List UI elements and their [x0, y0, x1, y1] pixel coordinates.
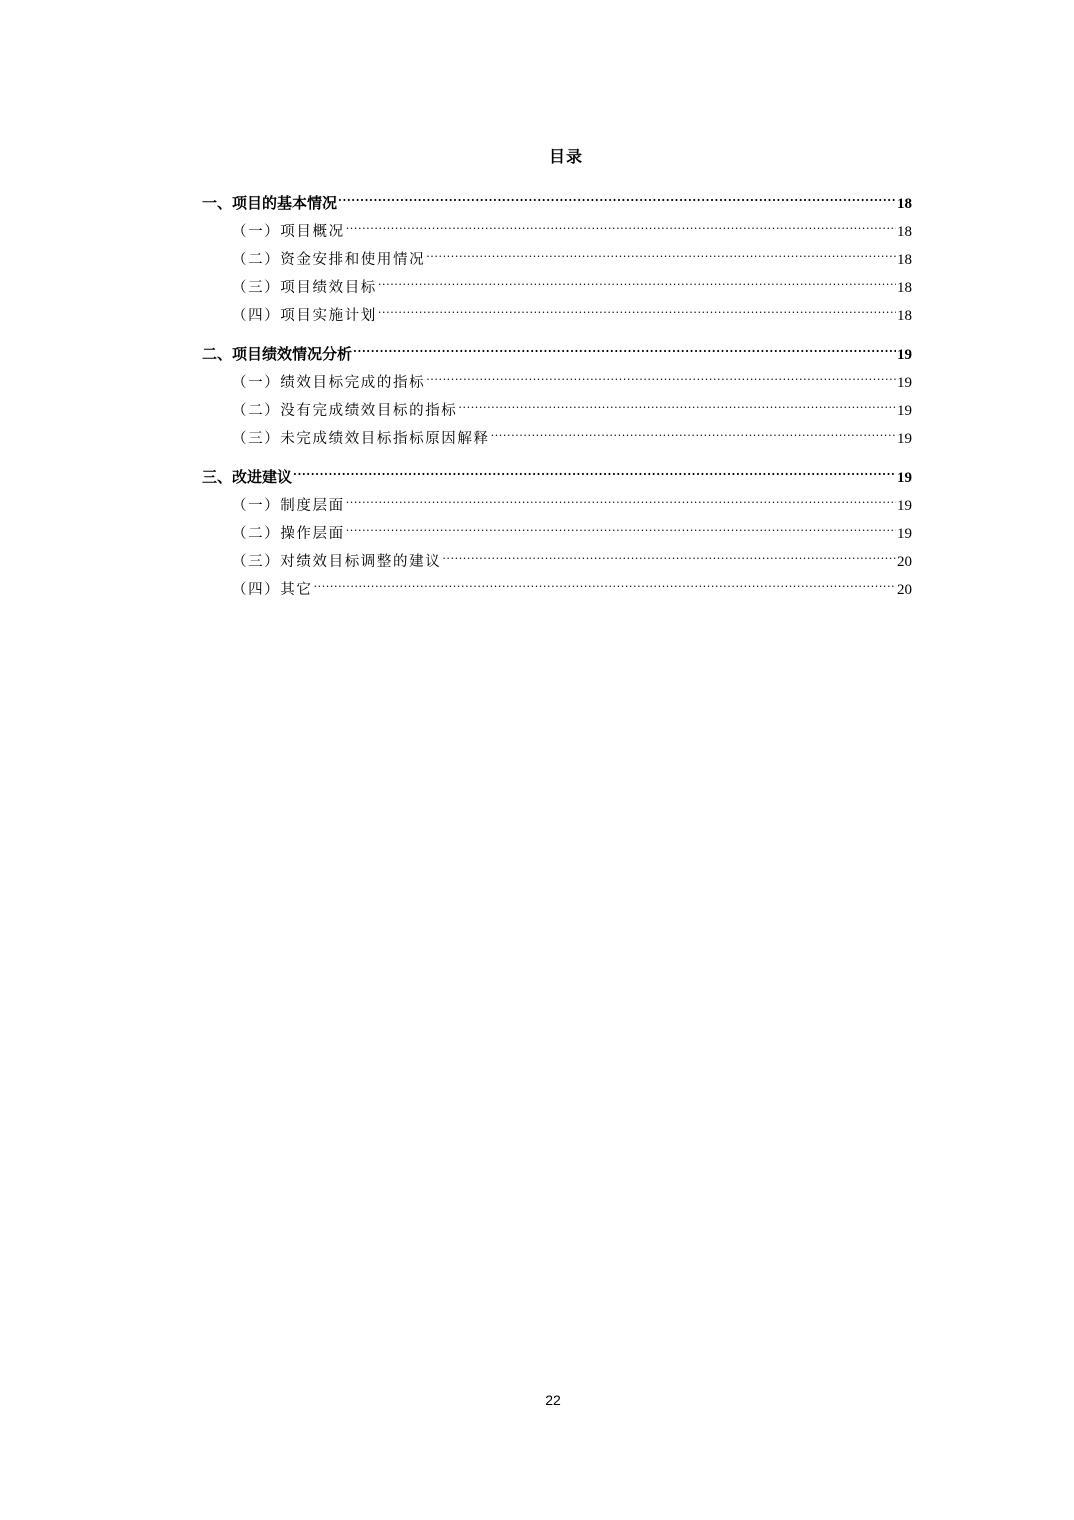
toc-section[interactable]	[202, 454, 912, 486]
dot-leader	[293, 454, 896, 482]
toc-page-number: 18	[897, 196, 912, 212]
dot-leader	[426, 359, 896, 387]
toc-item-label: （二）操作层面	[232, 526, 345, 542]
toc-item-label: （一）绩效目标完成的指标	[232, 375, 426, 391]
toc-item-label: （三）项目绩效目标	[232, 280, 377, 296]
dot-leader	[491, 415, 896, 443]
toc-section[interactable]	[202, 180, 912, 212]
toc-page-number: 18	[897, 224, 912, 240]
dot-leader	[346, 510, 896, 538]
toc-page-number: 20	[897, 554, 912, 570]
toc-page-number: 19	[897, 403, 912, 419]
dot-leader	[338, 180, 896, 208]
toc-section-label: 二、项目绩效情况分析	[202, 345, 353, 363]
toc-page-number: 20	[897, 582, 912, 598]
dot-leader	[353, 331, 896, 359]
toc-title: 目录	[548, 147, 583, 166]
toc-item-label: （一）制度层面	[232, 498, 345, 514]
toc-section-label: 一、项目的基本情况	[202, 194, 338, 212]
dot-leader	[346, 482, 896, 510]
toc-page-number: 19	[897, 498, 912, 514]
toc-item-label: （三）对绩效目标调整的建议	[232, 554, 442, 570]
toc-page-number: 18	[897, 280, 912, 296]
dot-leader	[378, 264, 896, 292]
table-of-contents	[202, 180, 912, 598]
toc-page-number: 19	[897, 431, 912, 447]
toc-item-label: （一）项目概况	[232, 224, 345, 240]
toc-page-number: 18	[897, 308, 912, 324]
dot-leader	[346, 208, 896, 236]
toc-item-label: （四）其它	[232, 582, 313, 598]
dot-leader	[378, 292, 896, 320]
toc-page-number: 19	[897, 347, 912, 363]
page-number: 22	[545, 1392, 561, 1408]
toc-item[interactable]	[202, 482, 912, 514]
toc-page-number: 19	[897, 526, 912, 542]
dot-leader	[458, 387, 896, 415]
dot-leader	[442, 538, 896, 566]
toc-item-label: （四）项目实施计划	[232, 308, 377, 324]
toc-item-label: （二）资金安排和使用情况	[232, 252, 426, 268]
toc-page-number: 19	[897, 375, 912, 391]
toc-page-number: 18	[897, 252, 912, 268]
toc-item-label: （二）没有完成绩效目标的指标	[232, 403, 458, 419]
dot-leader	[314, 566, 897, 594]
toc-section[interactable]	[202, 331, 912, 363]
toc-item-label: （三）未完成绩效目标指标原因解释	[232, 431, 490, 447]
toc-page-number: 19	[897, 470, 912, 486]
dot-leader	[426, 236, 896, 264]
toc-section-label: 三、改进建议	[202, 468, 293, 486]
